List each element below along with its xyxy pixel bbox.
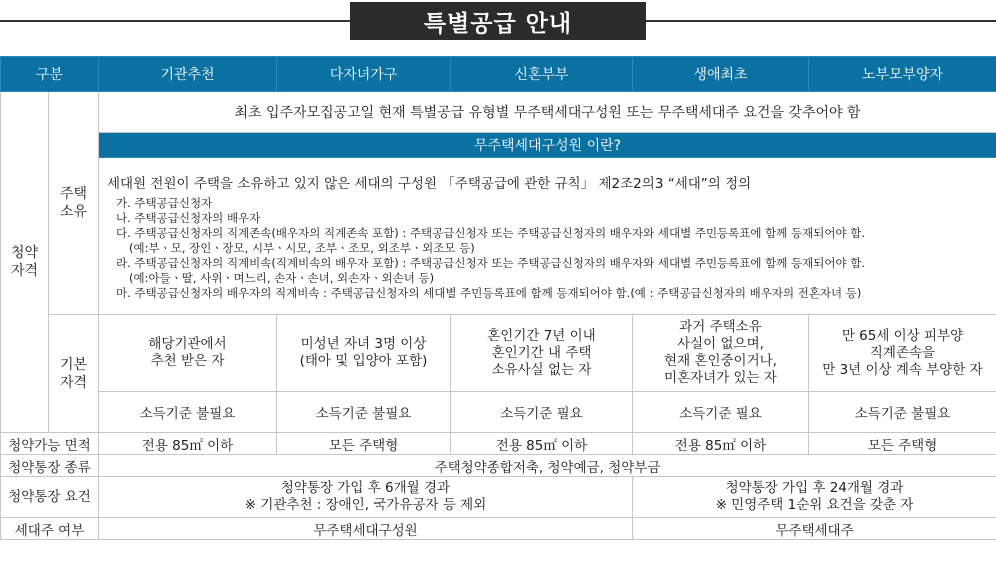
area-value: 전용 85㎡ 이하 <box>633 433 809 455</box>
definition-example: (예:부ㆍ모, 장인ㆍ장모, 시부ㆍ시모, 조부ㆍ조모, 외조부ㆍ외조모 등) <box>129 241 475 255</box>
household-left: 무주택세대구성원 <box>99 518 633 540</box>
basic-label-text: 기본 자격 <box>59 356 88 391</box>
condition-institution: 해당기관에서 추천 받은 자 <box>99 315 277 392</box>
eligibility-label-text: 청약 자격 <box>10 245 39 279</box>
area-row <box>1 433 996 455</box>
definition-item: 라. 주택공급신청자의 직계비속(직계비속의 배우자 포함) : 주택공급신청자 또는 주택공급신청자의 배우자와 세대별 주민등록표에 함께 등재되어야 함. <box>116 256 865 270</box>
eligibility-label <box>1 92 49 433</box>
header-type-institution: 기관추천 <box>99 57 277 92</box>
condition-multichild: 미성년 자녀 3명 이상 (태아 및 입양아 포함) <box>277 315 451 392</box>
income-institution: 소득기준 불필요 <box>99 392 277 433</box>
definition-item: 나. 주택공급신청자의 배우자 <box>116 211 261 225</box>
condition-newlywed: 혼인기간 7년 이내 혼인기간 내 주택 소유사실 없는 자 <box>451 315 633 392</box>
income-newlywed: 소득기준 필요 <box>451 392 633 433</box>
area-value: 모든 주택형 <box>277 433 451 455</box>
housing-definition <box>99 158 996 315</box>
income-multichild: 소득기준 불필요 <box>277 392 451 433</box>
household-right: 무주택세대주 <box>633 518 996 540</box>
basic-label <box>49 315 99 433</box>
header-row <box>1 57 996 92</box>
account-type-row <box>1 455 996 477</box>
definition-item: 마. 주택공급신청자의 배우자의 직계비속 : 주택공급신청자의 세대별 주민등록표에 함께 등재되어야 함.(예 : 주택공급신청자의 배우자의 전혼자녀 등) <box>116 286 862 300</box>
header-type-elderly-support: 노부모부양자 <box>809 57 996 92</box>
definition-text: 세대원 전원이 주택을 소유하고 있지 않은 세대의 구성원 「주택공급에 관한 규칙」 제2조2의3 “세대”의 정의 <box>107 176 752 192</box>
area-value: 전용 85㎡ 이하 <box>99 433 277 455</box>
definition-example: (예:아들ㆍ딸, 사위ㆍ며느리, 손자ㆍ손녀, 외손자ㆍ외손녀 등) <box>129 271 435 285</box>
area-value: 모든 주택형 <box>809 433 996 455</box>
account-type-label: 청약통장 종류 <box>1 455 99 477</box>
account-req-right: 청약통장 가입 후 24개월 경과 ※ 민영주택 1순위 요건을 갖춘 자 <box>633 477 996 518</box>
account-req-row <box>1 477 996 518</box>
condition-elderly-support: 만 65세 이상 피부양 직계존속을 만 3년 이상 계속 부양한 자 <box>809 315 996 392</box>
housing-label-text: 주택 소유 <box>59 186 88 220</box>
household-row <box>1 518 996 540</box>
title-bar <box>0 0 996 44</box>
definition-item: 가. 주택공급신청자 <box>116 196 213 210</box>
housing-label <box>49 92 99 315</box>
household-label: 세대주 여부 <box>1 518 99 540</box>
income-elderly-support: 소득기준 불필요 <box>809 392 996 433</box>
account-req-label: 청약통장 요건 <box>1 477 99 518</box>
header-type-newlywed: 신혼부부 <box>451 57 633 92</box>
condition-firsttime: 과거 주택소유 사실이 없으며, 현재 혼인중이거나, 미혼자녀가 있는 자 <box>633 315 809 392</box>
housing-notice: 최초 입주자모집공고일 현재 특별공급 유형별 무주택세대구성원 또는 무주택세대주 요건을 갖추어야 함 <box>99 92 996 133</box>
account-req-left: 청약통장 가입 후 6개월 경과 ※ 기관추천 : 장애인, 국가유공자 등 제외 <box>99 477 633 518</box>
header-type-multichild: 다자녀가구 <box>277 57 451 92</box>
header-category: 구분 <box>1 57 99 92</box>
page-title: 특별공급 안내 <box>350 2 646 40</box>
area-label: 청약가능 면적 <box>1 433 99 455</box>
definition-item: 다. 주택공급신청자의 직계존속(배우자의 직계존속 포함) : 주택공급신청자 또는 주택공급신청자의 배우자와 세대별 주민등록표에 함께 등재되어야 함. <box>116 226 865 240</box>
account-type-value: 주택청약종합저축, 청약예금, 청약부금 <box>99 455 996 477</box>
supply-table <box>0 56 996 540</box>
title-divider-left <box>0 20 350 22</box>
header-type-firsttime: 생애최초 <box>633 57 809 92</box>
income-firsttime: 소득기준 필요 <box>633 392 809 433</box>
housing-subheader: 무주택세대구성원 이란? <box>99 133 996 158</box>
area-value: 전용 85㎡ 이하 <box>451 433 633 455</box>
title-divider-right <box>646 20 996 22</box>
